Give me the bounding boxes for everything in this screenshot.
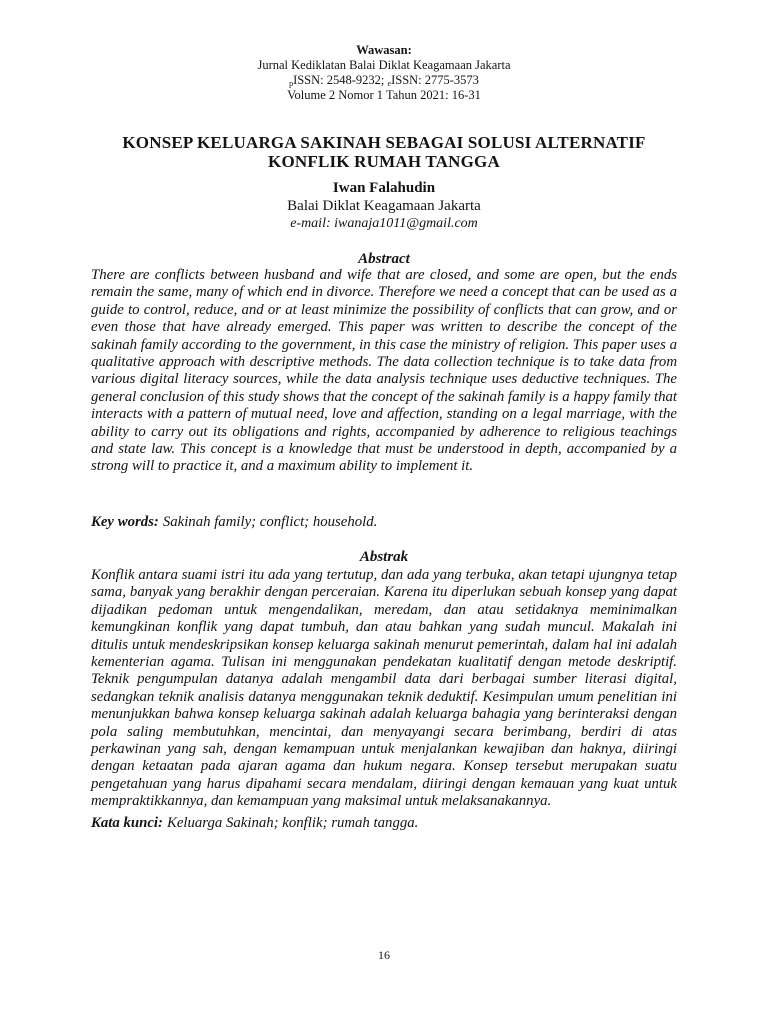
keywords-en-value: Sakinah family; conflict; household. bbox=[162, 514, 378, 530]
issn-print-prefix: p bbox=[289, 79, 294, 88]
abstract-heading: Abstract bbox=[358, 251, 410, 267]
issn-line bbox=[0, 73, 768, 88]
article-author: Iwan Falahudin bbox=[332, 180, 436, 196]
journal-name: Wawasan: bbox=[356, 43, 412, 57]
article-title-line-1: KONSEP KELUARGA SAKINAH SEBAGAI SOLUSI ALTERNATIF bbox=[122, 133, 646, 152]
abstrak-body: Konflik antara suami istri itu ada yang tertutup, dan ada yang terbuka, akan tetapi ujungnya tetap sama, banyak yang berakhir dengan perceraian. Karena itu diperlukan sebuah konsep yang dapat dijadikan pedoman untuk mengendalikan, meredam, dan atau setidaknya meminimalkan kemungkinan konflik yang dapat tumbuh, dan atau bahkan yang sudah muncul. Makalah ini ditulis untuk mendeskripsikan konsep keluarga sakinah menurut pemerintah, dalam hal ini adalah kementerian agama. Tulisan ini menggunakan pendekatan kualitatif dengan metode deskriptif. Teknik pengumpulan datanya adalah mengambil data dari berbagai sumber literasi digital, sedangkan teknik analisis datanya menggunakan teknik deduktif. Kesimpulan umum penelitian ini menunjukkan bahwa konsep keluarga sakinah adalah keluarga bahagia yang berinteraksi dengan pola saling membutuhkan, mencintai, dan menyayangi secara berimbang, berdiri di atas perkawinan yang sah, dengan kemampuan untuk menjalankan kewajiban dan haknya, diiringi dengan ketaatan pada ajaran agama dan hukum negara. Konsep tersebut merupakan suatu pengetahuan yang harus dipahami secara mendalam, diiringi dengan kemauan yang kuat untuk mempraktikkannya, dan kemampuan yang maksimal untuk melaksanakannya. bbox=[91, 567, 677, 810]
keywords-en-label: Key words: bbox=[91, 514, 159, 530]
author-affiliation: Balai Diklat Keagamaan Jakarta bbox=[287, 198, 481, 214]
article-title-line-2: KONFLIK RUMAH TANGGA bbox=[268, 152, 500, 171]
journal-subtitle: Jurnal Kediklatan Balai Diklat Keagamaan Jakarta bbox=[257, 58, 511, 72]
page-number: 16 bbox=[378, 948, 390, 962]
keywords-id bbox=[91, 814, 677, 832]
abstract-body: There are conflicts between husband and wife that are closed, and some are open, but the ends remain the same, many of which end in divorce. Therefore we need a concept that can be used as a guide to control, reduce, and or at least minimize the possibility of conflicts that can grow, and or even those that have already emerged. This paper was written to describe the concept of the sakinah family according to the government, in this case the ministry of religion. This paper uses a qualitative approach with descriptive methods. The data collection technique is to take data from various digital literacy sources, while the data analysis technique uses deductive techniques. The general conclusion of this study shows that the concept of the sakinah family is a happy family that interacts with a pattern of mutual need, love and affection, standing on a legal marriage, with the ability to carry out its obligations and rights, accompanied by adherence to religious teachings and state law. This concept is a knowledge that must be understood in depth, accompanied by a strong will to practice it, and a maximum ability to implement it. bbox=[91, 267, 677, 475]
issn-electronic: ISSN: 2775-3573 bbox=[391, 73, 479, 87]
issn-electronic-prefix: e bbox=[387, 79, 392, 88]
article-title bbox=[0, 133, 768, 171]
keywords-id-value: Keluarga Sakinah; konflik; rumah tangga. bbox=[166, 814, 419, 831]
keywords-en bbox=[91, 513, 677, 531]
keywords-id-label: Kata kunci: bbox=[91, 814, 163, 831]
abstrak-heading: Abstrak bbox=[359, 549, 409, 565]
issn-print: ISSN: 2548-9232; bbox=[293, 73, 388, 87]
journal-header bbox=[0, 43, 768, 103]
abstrak-section bbox=[91, 567, 677, 832]
journal-volume: Volume 2 Nomor 1 Tahun 2021: 16-31 bbox=[287, 88, 481, 102]
author-email: e-mail: iwanaja1011@gmail.com bbox=[290, 216, 478, 231]
